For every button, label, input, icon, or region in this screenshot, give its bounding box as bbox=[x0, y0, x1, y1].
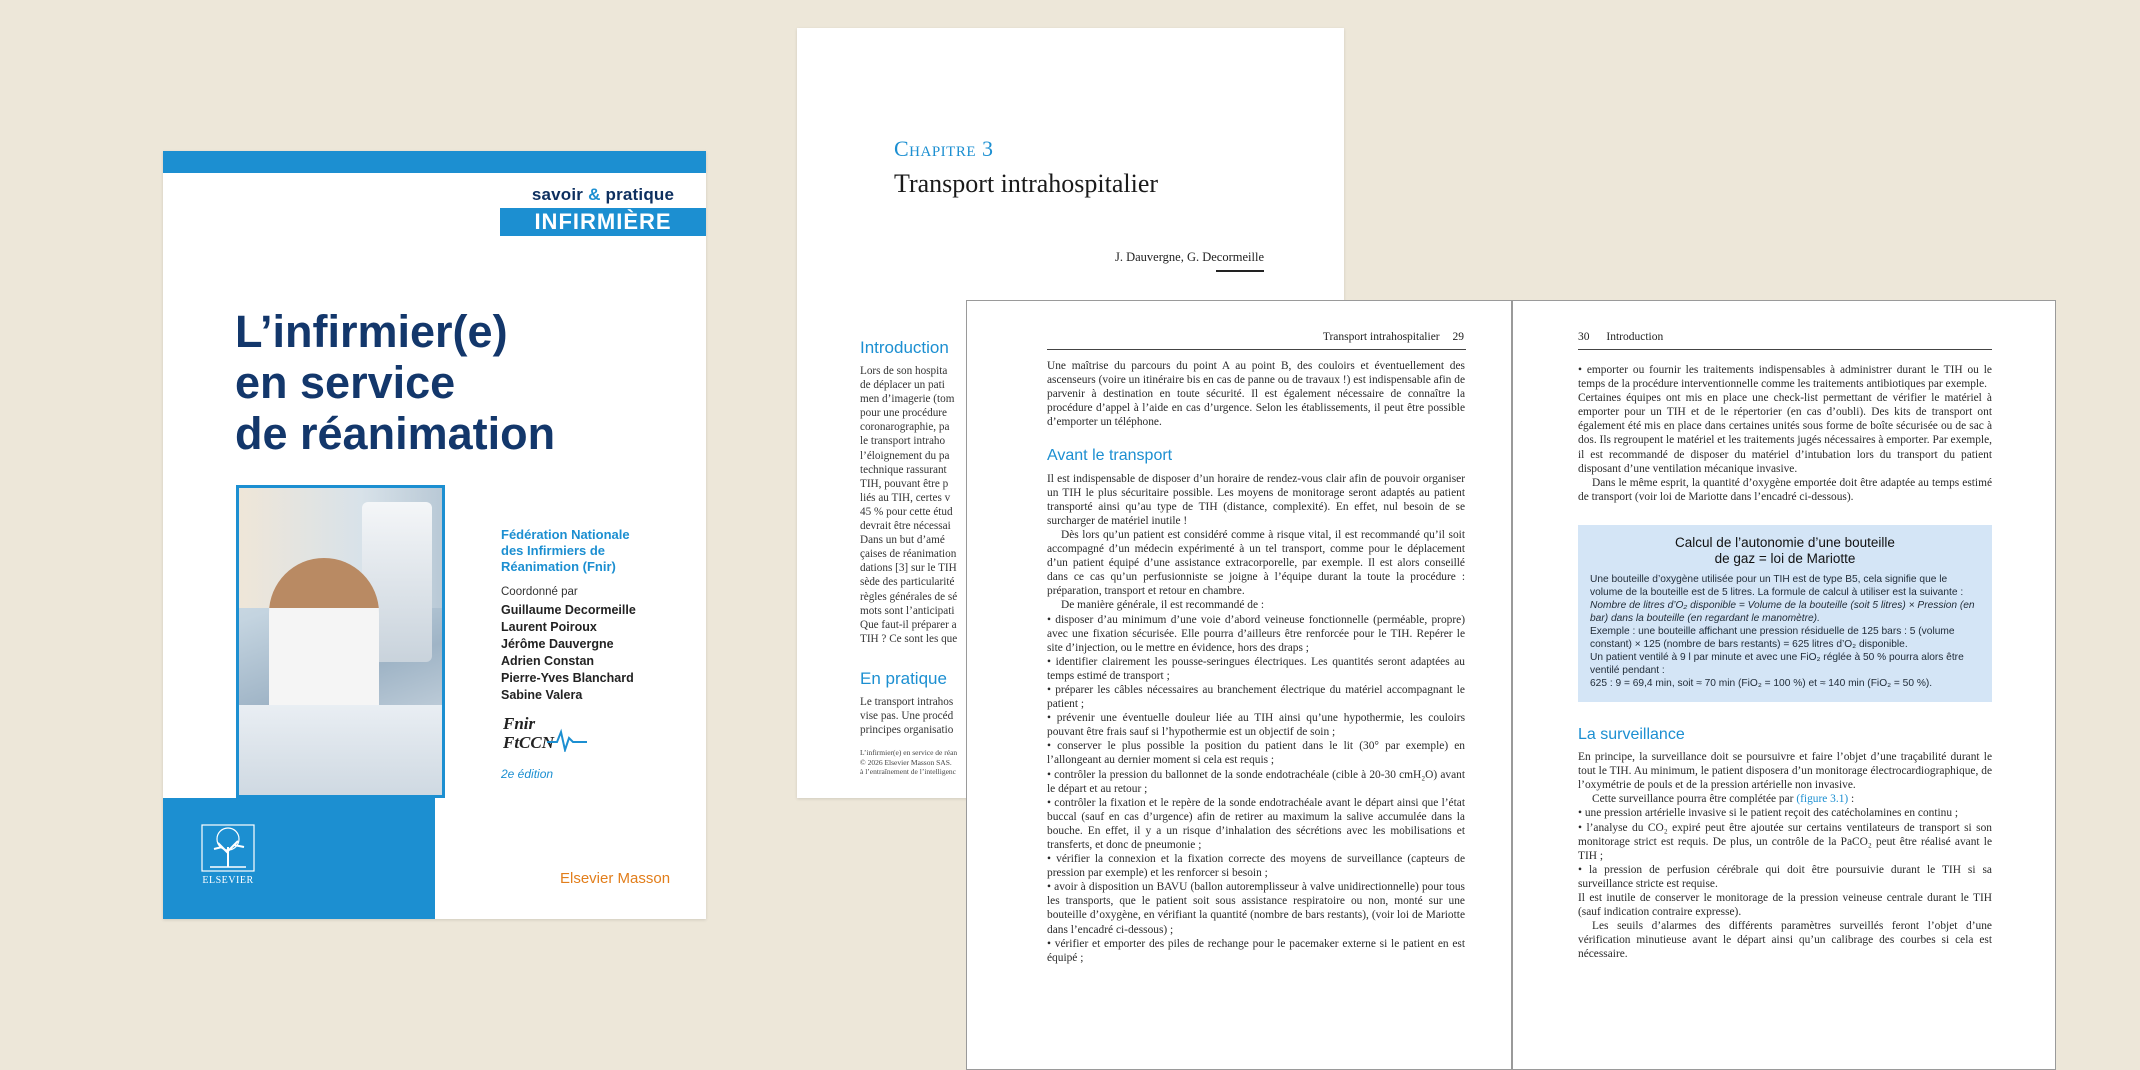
collection-word-pratique: pratique bbox=[605, 185, 675, 204]
paragraph: Dans le même esprit, la quantité d’oxygène emportée doit être adaptée au temps estimé de transport (voir loi de Mariotte dans l’encadré ci-dessous). bbox=[1578, 476, 1992, 503]
publisher-name: Elsevier Masson bbox=[560, 870, 671, 887]
paragraph: Certaines équipes ont mis en place une check-list permettant de vérifier le matériel à emporter pour un TIH et de le répertorier (en cas d’oubli). Des kits de transport ont également été mis en place dans certaines unités sous forme de boîte sécurisée ou de sac à dos. Ils regroupent le matériel et les traitements jugés nécessaires à emporter. Par exemple, il est recommandé de disposer du matériel d’intubation lors du transport du patient disposant d’une ventilation mécanique invasive. bbox=[1578, 392, 1992, 475]
chapter-practice-text: Le transport intrahos vise pas. Une procéd principes organisatio bbox=[860, 696, 954, 737]
running-head bbox=[1578, 331, 1663, 343]
paragraph: En principe, la surveillance doit se poursuivre et faire l’objet d’une traçabilité durant le tout le TIH. Au minimum, le patient disposera d’un monitorage électrocardiographique, de l’oxymétrie de pouls et de la pression artérielle non invasive. bbox=[1578, 751, 1992, 792]
collection-ampersand: & bbox=[588, 185, 601, 204]
bullet-item: • vérifier la connexion et la fixation correcte des moyens de surveillance (capteurs de pression par exemple) et les renforcer si besoin ; bbox=[1047, 853, 1465, 880]
paragraph: Dès lors qu’un patient est considéré comme à risque vital, il est recommandé qu’il soit accompagné d’un médecin expérimenté à un tel transport, comme pour le déplacement d’un patient équipé d’une assistance extracorporelle, par exemple. Il est alors conseillé dans ce cas qu’un perfusionniste se joigne à l’équipe durant la toute la procédure : préparation, transport et retour en chambre. bbox=[1047, 528, 1465, 598]
page-number: 29 bbox=[1452, 331, 1464, 343]
paragraph: Les seuils d’alarmes des différents paramètres surveillés feront l’objet d’une vérification minutieuse avant le départ ainsi qu’un calibrage des courbes si cela est nécessaire. bbox=[1578, 920, 1992, 961]
cover-author: Sabine Valera bbox=[501, 688, 583, 702]
cover-title-line: L’infirmier(e) bbox=[235, 306, 508, 357]
chapter-practice-heading: En pratique bbox=[860, 669, 947, 688]
bullet-item: • une pression artérielle invasive si le patient reçoit des catécholamines en continu ; bbox=[1578, 807, 1959, 820]
bullet-item: • la pression de perfusion cérébrale qui doit être poursuivie durant le TIH si sa surveillance stricte est requise. bbox=[1578, 863, 1992, 890]
cover-author: Pierre-Yves Blanchard bbox=[501, 671, 634, 685]
running-head bbox=[1323, 331, 1464, 343]
cover-author: Laurent Poiroux bbox=[501, 620, 597, 634]
paragraph: Cette surveillance pourra être complétée par (figure 3.1) : bbox=[1592, 793, 1855, 806]
box-line: Exemple : une bouteille affichant une pression résiduelle de 125 bars : 5 (volume constant) × 125 (nombre de bars restants) = 625 litres d’O₂ disponible. bbox=[1590, 625, 1955, 650]
page-number: 30 bbox=[1578, 331, 1590, 343]
heartbeat-icon bbox=[547, 728, 587, 752]
running-head-rule bbox=[1047, 349, 1466, 350]
bullet-item: • conserver le plus possible la position du patient dans le lit (30° par exemple) en l’allongeant au dernier moment si cela est requis ; bbox=[1047, 740, 1465, 767]
chapter-label: Chapitre 3 bbox=[894, 136, 994, 161]
page-30 bbox=[1512, 300, 2056, 1070]
bullet-item: • l’analyse du CO₂ expiré peut être ajoutée sur certains ventilateurs de transport si son monitorage strict est requis. De plus, un contrôle de la PaCO₂ peut être réalisé avant le TIH ; bbox=[1578, 821, 1992, 862]
cover-author: Adrien Constan bbox=[501, 654, 595, 668]
cover-credits bbox=[501, 527, 701, 781]
running-title: Transport intrahospitalier bbox=[1322, 331, 1440, 343]
running-head-rule bbox=[1578, 349, 1992, 350]
page-29 bbox=[966, 300, 1512, 1070]
paragraph: De manière générale, il est recommandé de : bbox=[1061, 599, 1265, 612]
section-heading-avant: Avant le transport bbox=[1047, 447, 1173, 465]
paragraph: Une maîtrise du parcours du point A au point B, des couloirs et éventuellement des ascenseurs (voire un itinéraire bis en cas de panne ou de travaux !) est indispensable afin de parvenir à destination en toute sécurité. Il est également nécessaire de connaître la procédure d’appel à l’aide en cas d’urgence. Selon les établissements, il peut être possible d’emporter un téléphone. bbox=[1047, 360, 1465, 429]
bullet-item: • emporter ou fournir les traitements indispensables à administrer durant le TIH ou le temps de la procédure interventionnelle comme les traitements antibiotiques par exemple. bbox=[1578, 364, 1992, 391]
bullet-item: • préparer les câbles nécessaires au branchement électrique du matériel accompagnant le patient ; bbox=[1047, 683, 1465, 711]
cover-author: Guillaume Decormeille bbox=[501, 603, 636, 617]
chapter-footnote: L’infirmier(e) en service de réan © 2026 Elsevier Masson SAS. à l’entraînement de l’intelligenc bbox=[860, 748, 958, 776]
paragraph: Il est indispensable de disposer d’un horaire de rendez-vous clair afin de pouvoir organiser un TIH le plus sécuritaire possible. Les moyens de monitorage seront adaptés au patient transporté ainsi qu’au type de TIH (distance, complexité). En effet, nul besoin de se surcharger de matériel inutile ! bbox=[1047, 472, 1465, 527]
federation-name: Fédération Nationale des Infirmiers de Réanimation (Fnir) bbox=[501, 527, 630, 574]
elsevier-wordmark: ELSEVIER bbox=[202, 875, 254, 886]
coordinated-by-label: Coordonné par bbox=[501, 586, 578, 598]
section-heading-surveillance: La surveillance bbox=[1578, 725, 1685, 743]
box-line: 625 : 9 = 69,4 min, soit ≈ 70 min (FiO₂ = 100 %) et ≈ 140 min (FiO₂ = 50 %). bbox=[1590, 677, 1933, 689]
cover-title bbox=[235, 306, 675, 459]
nurse-photo bbox=[236, 485, 445, 798]
bullet-item: • vérifier et emporter des piles de rechange pour le pacemaker externe si le patient en est équipé ; bbox=[1047, 937, 1465, 964]
chapter-author-rule bbox=[1216, 270, 1264, 272]
box-line: Une bouteille d’oxygène utilisée pour un TIH est de type B5, cela signifie que le volume de la bouteille est de 5 litres. La formule de calcul à utiliser est la suivante : bbox=[1590, 573, 1964, 598]
bullet-item: • contrôler la fixation et le repère de la sonde endotrachéale avant le départ ainsi que l’état buccal (sauf en cas d’urgence) afin de retirer au maximum la salive accumulée dans la bouche. En effet, il y a un risque d’inhalation des sécrétions avec les mobilisations et transferts, et donc de pneumonie ; bbox=[1047, 796, 1465, 851]
collection-word-savoir: savoir bbox=[531, 185, 584, 204]
cover-title-line: de réanimation bbox=[235, 408, 556, 459]
cover-title-line: en service bbox=[235, 357, 456, 408]
cover-top-band bbox=[163, 151, 706, 173]
book-cover bbox=[163, 151, 706, 919]
box-formula: Nombre de litres d’O₂ disponible = Volume de la bouteille (soit 5 litres) × Pression (en bar) dans la bouteille (en regardant le manomètre). bbox=[1590, 599, 1975, 624]
mariotte-info-box bbox=[1578, 525, 1992, 702]
bullet-item: • prévenir une éventuelle douleur liée au TIH ainsi qu’une hypothermie, les couloirs pouvant être frais sauf si l’hypothermie est un objectif de soin ; bbox=[1047, 712, 1465, 739]
fnir-logo: Fnir FtCCN bbox=[501, 714, 591, 758]
cover-authors-list bbox=[501, 602, 701, 704]
chapter-intro-text: Lors de son hospita de déplacer un pati men d’imagerie (tom pour une procédure coronarographie, pa le transport intraho l’éloignement du pa technique rassurant TIH, pouvant être p liés au TIH, certes v 45 % pour cette étud devrait être nécessai Dans un but d’amé çaises de réanimation dations [3] sur le TIH sède des particularité règles générales de sé mots sont l’anticipati Que faut-il préparer a TIH ? Ce sont les que bbox=[860, 365, 958, 645]
collection-infirmiere: INFIRMIÈRE bbox=[500, 208, 706, 236]
collection-badge bbox=[500, 185, 706, 236]
chapter-intro-heading: Introduction bbox=[860, 338, 949, 357]
elsevier-tree-icon bbox=[198, 823, 258, 878]
box-line: Un patient ventilé à 9 l par minute et avec une FiO₂ réglée à 50 % pourra alors être ventilé pendant : bbox=[1590, 651, 1964, 676]
paragraph: Il est inutile de conserver le monitorage de la pression veineuse centrale durant le TIH (sauf indication contraire expresse). bbox=[1578, 891, 1992, 919]
box-title: Calcul de l’autonomie d’une bouteille de gaz = loi de Mariotte bbox=[1675, 534, 1895, 566]
page-29-body bbox=[1047, 359, 1465, 965]
bullet-item: • avoir à disposition un BAVU (ballon autoremplisseur à valve unidirectionnelle) pour tous les transports, que le patient soit sous assistance respiratoire ou non, monté sur une bouteille d’oxygène, en vérifiant la quantité (nombre de bars restants), (voir loi de Mariotte dans l’encadré ci-dessous) ; bbox=[1047, 881, 1465, 936]
bullet-item: • identifier clairement les pousse-seringues électriques. Les quantités seront adaptées au temps estimé de transport ; bbox=[1047, 655, 1465, 682]
bullet-item: • disposer d’au minimum d’une voie d’abord veineuse fonctionnelle (perméable, propre) avec une fixation sécurisée. Elle pourra d’ailleurs être renforcée pour le TIH. Repérer le site d’injection, ou le mettre en évidence, hors des draps ; bbox=[1047, 613, 1465, 654]
page-30-body bbox=[1578, 363, 1992, 961]
bullet-item: • contrôler la pression du ballonnet de la sonde endotrachéale (cible à 20-30 cmH₂O) avant le départ et au retour ; bbox=[1047, 768, 1465, 795]
figure-reference-link[interactable]: (figure 3.1) bbox=[1796, 793, 1849, 806]
chapter-title: Transport intrahospitalier bbox=[894, 169, 1159, 198]
running-title: Introduction bbox=[1606, 331, 1664, 343]
edition-label: 2e édition bbox=[501, 767, 554, 781]
cover-author: Jérôme Dauvergne bbox=[501, 637, 614, 651]
chapter-authors: J. Dauvergne, G. Decormeille bbox=[1114, 250, 1264, 264]
